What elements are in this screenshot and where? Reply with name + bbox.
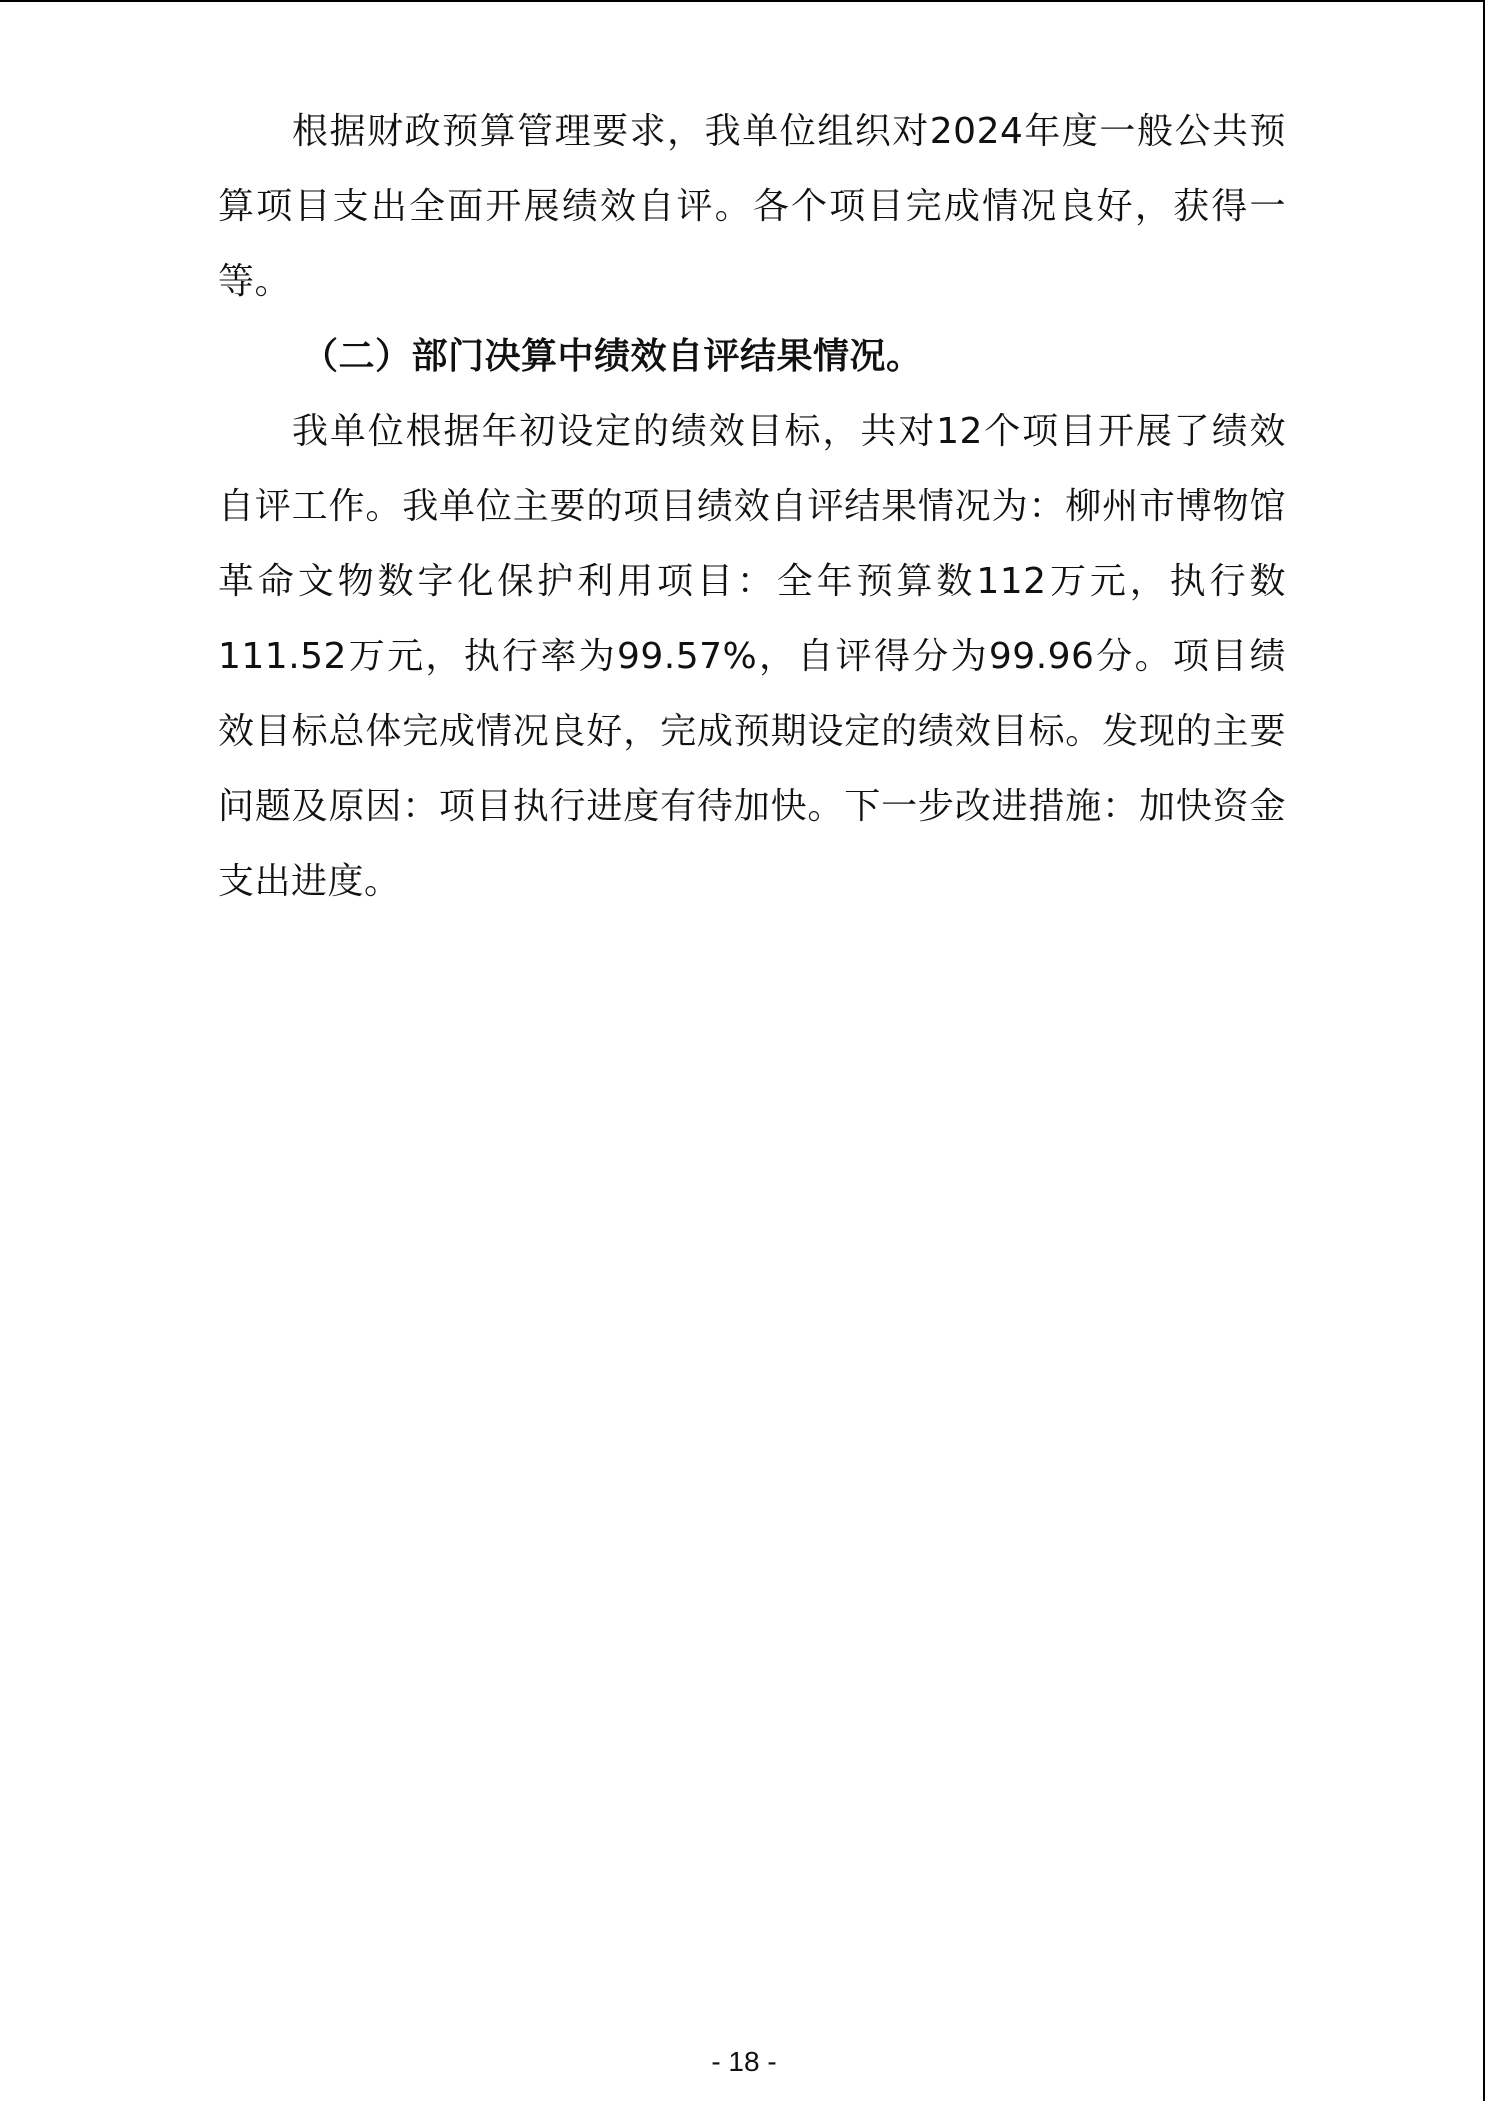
page-content xyxy=(218,94,1286,919)
paragraph-performance-self-evaluation: 根据财政预算管理要求，我单位组织对2024年度一般公共预算项目支出全面开展绩效自评。各个项目完成情况良好，获得一等。 xyxy=(218,111,1286,302)
paragraph-evaluation-results: 我单位根据年初设定的绩效目标，共对12个项目开展了绩效自评工作。我单位主要的项目绩效自评结果情况为：柳州市博物馆革命文物数字化保护利用项目：全年预算数112万元，执行数111.52万元，执行率为99.57%，自评得分为99.96分。项目绩效目标总体完成情况良好，完成预期设定的绩效目标。发现的主要问题及原因：项目执行进度有待加快。下一步改进措施：加快资金支出进度。 xyxy=(218,411,1286,902)
page-number: - 18 - xyxy=(711,2046,777,2077)
section-heading: （二）部门决算中绩效自评结果情况。 xyxy=(302,336,923,377)
